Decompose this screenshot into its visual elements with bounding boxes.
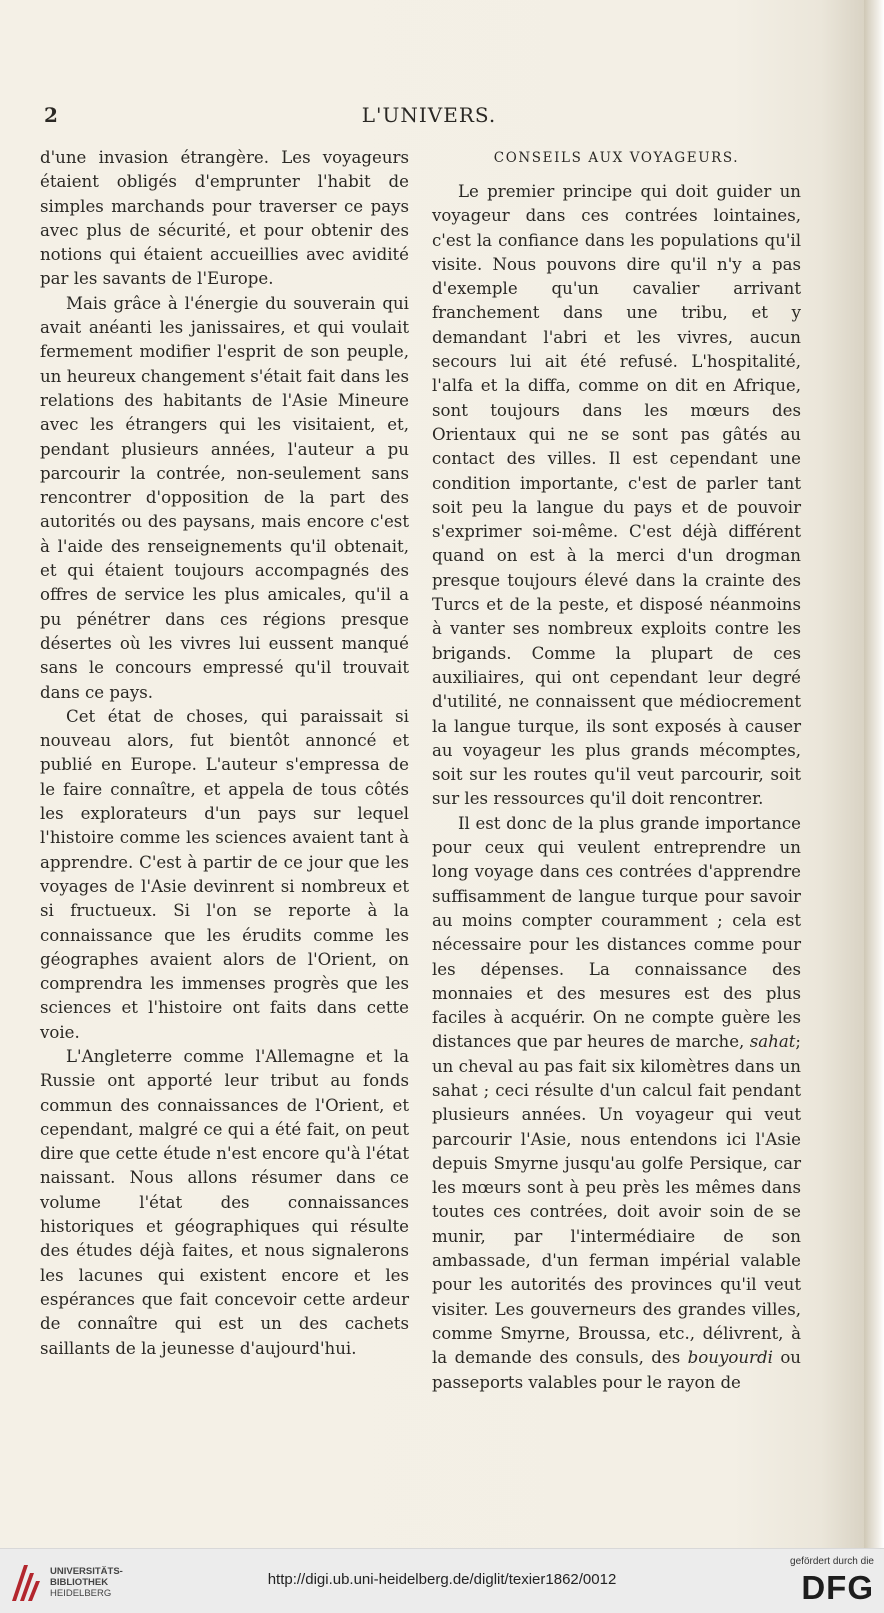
left-paragraph: L'Angleterre comme l'Allemagne et la Russie ont apporté leur tribut au fonds commun des connaissances de l'Orient, et cependant, malgré ce qui a été fait, on peut dire que cette étude n'est encore qu'à l'état naissant. Nous allons résumer dans ce volume l'état des connaissances historiques et géographiques qui résulte des études déjà faites, et nous signalerons les lacunes qui existent encore et les espérances que fait concevoir cette ardeur de connaître qui est un des cachets saillants de la jeunesse d'aujourd'hui. (40, 1046, 409, 1358)
right-paragraph: Le premier principe qui doit guider un voyageur dans ces contrées lointaines, c'est la confiance dans les populations qu'il visite. Nous pouvons dire qu'il n'y a pas d'exemple qu'un cavalier arrivant franchement dans une tribu, et y demandant l'abri et les vivres, aucun secours lui ait été refusé. L'hospitalité, l'alfa et la diffa, comme on dit en Afrique, sont toujours dans les mœurs des Orientaux qui ne se sont pas gâtés au contact des villes. Il est cependant une condition importante, c'est de parler tant soit peu la langue du pays et de pouvoir s'exprimer soi-même. C'est déjà différent quand on est à la merci d'un drogman presque toujours élevé dans la crainte des Turcs et de la peste, et disposé néanmoins à vanter ses nombreux exploits contre les brigands. Comme la plupart de ces auxiliaires, qui ont cependant leur degré d'utilité, ne connaissent que médiocrement la langue turque, ils sont exposés à causer au voyageur les plus grands mécomptes, soit sur les routes qu'il veut parcourir, soit sur les ressources qu'il doit rencontrer. (432, 182, 801, 809)
permalink-url[interactable]: http://digi.ub.uni-heidelberg.de/diglit/texier1862/0012 (267, 1571, 617, 1588)
page-header (44, 103, 814, 129)
left-paragraph: d'une invasion étrangère. Les voyageurs étaient obligés d'emprunter l'habit de simples marchands pour traverser ce pays avec plus de sécurité, et pour obtenir des notions qui étaient accueillies avec avidité par les savants de l'Europe. (40, 148, 409, 289)
italic-term-sahat: sahat (749, 1032, 796, 1052)
digitization-footer (0, 1548, 884, 1613)
funded-by-label: gefördert durch die (790, 1556, 874, 1567)
page-edge (864, 0, 884, 1548)
text-run: Il est donc de la plus grande importance pour ceux qui veulent entreprendre un long voyage dans ces contrées d'apprendre suffisamment de langue turque pour savoir au moins compter couramment ; cela est nécessaire pour les distances comme pour les dépenses. La connaissance des monnaies et des mesures est des plus faciles à acquérir. On ne compte guère les distances que par heures de marche, (432, 813, 801, 1052)
left-paragraph: Mais grâce à l'énergie du souverain qui avait anéanti les janissaires, et qui voulait fermement modifier l'esprit de son peuple, un heureux changement s'était fait dans les relations des habitants de l'Asie Mineure avec les étrangers qui les visitaient, et, pendant plusieurs années, l'auteur a pu parcourir la contrée, non-seulement sans rencontrer d'opposition de la part des autorités ou des paysans, mais encore c'est à l'aide des renseignements qu'il obtenait, et qui étaient toujours accompagnés des offres de service les plus amicales, qu'il a pu pénétrer dans ces régions presque désertes où les vivres lui eussent manqué sans le concours empressé qu'il trouvait dans ce pays. (40, 293, 409, 702)
left-column (40, 146, 409, 1361)
right-paragraph-2 (432, 812, 801, 1395)
dfg-logo: DFG (801, 1569, 874, 1606)
section-title: CONSEILS AUX VOYAGEURS. (493, 150, 740, 166)
library-line: UNIVERSITÄTS- (50, 1566, 123, 1577)
text-run: ; un cheval au pas fait six kilomètres dans un sahat ; ceci résulte d'un calcul fait pendant plusieurs années. Un voyageur qui veut parcourir l'Asie, nous entendons ici l'Asie depuis Smyrne jusqu'au golfe Persique, car les mœurs sont à peu près les mêmes dans toutes ces contrées, doit avoir soin de se munir, par l'intermédiaire de son ambassade, d'un ferman impérial valable pour les autorités des provinces qu'il veut visiter. Les gouverneurs des grandes villes, comme Smyrne, Broussa, etc., délivrent, à la demande des consuls, des (432, 1032, 801, 1368)
page-number: 2 (44, 103, 58, 127)
running-title: L'UNIVERS. (361, 103, 497, 127)
right-column (432, 146, 801, 1395)
left-paragraph: Cet état de choses, qui paraissait si nouveau alors, fut bientôt annoncé et publié en Europe. L'auteur s'empressa de le faire connaître, et appela de tous côtés les explorateurs d'un pays sur lequel l'histoire comme les sciences avaient tant à apprendre. C'est à partir de ce jour que les voyages de l'Asie devinrent si nombreux et si fructueux. Si l'on se reporte à la connaissance que les érudits comme les géographes avaient alors de l'Orient, on comprendra les immenses progrès que les sciences et l'histoire ont faits dans cette voie. (40, 706, 409, 1042)
text-run: ou passeports valables pour le rayon de (432, 1348, 801, 1392)
library-line: HEIDELBERG (50, 1588, 112, 1599)
italic-term-bouyourdi: bouyourdi (687, 1348, 773, 1368)
library-line: BIBLIOTHEK (50, 1577, 109, 1588)
